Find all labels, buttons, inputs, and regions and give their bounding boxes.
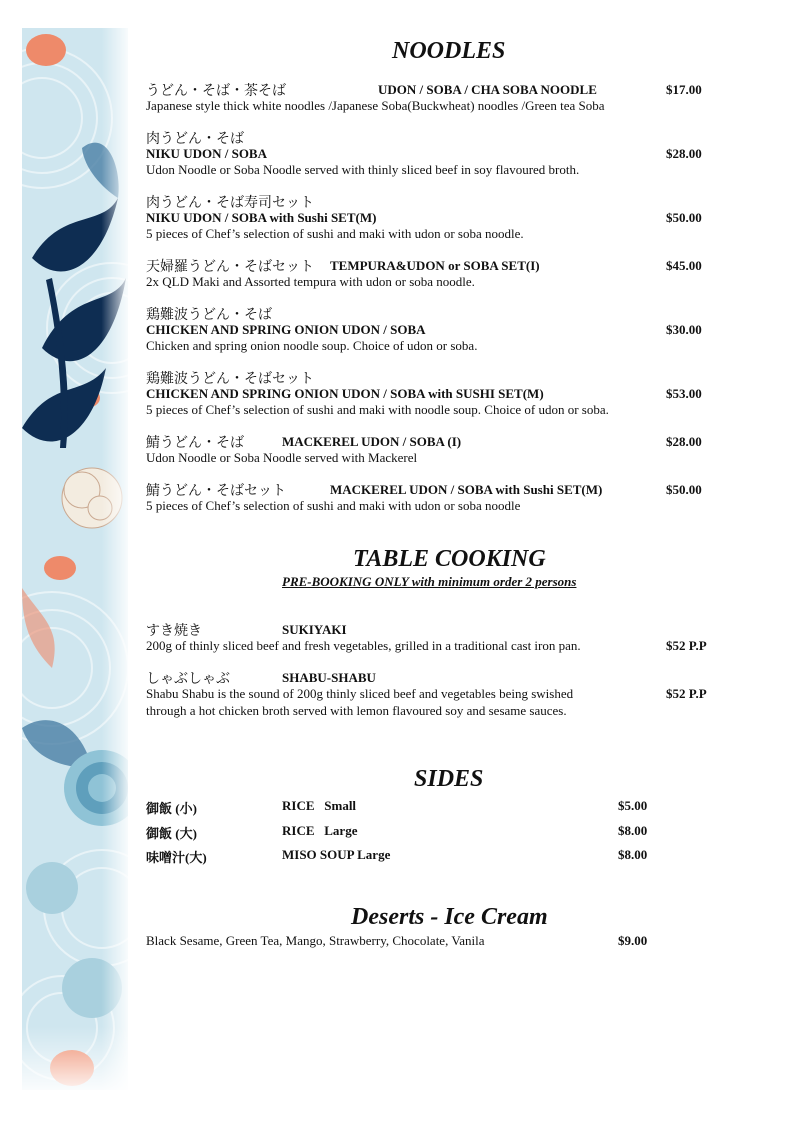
item-name-en: RICE Large: [282, 823, 358, 838]
item-description: 5 pieces of Chef’s selection of sushi and maki with udon or soba noodle.: [146, 226, 524, 241]
item-name-jp: 天婦羅うどん・そばセット: [146, 260, 314, 275]
item-price: $5.00: [618, 798, 648, 813]
item-name-jp: 味噌汁(大): [146, 850, 207, 865]
item-name-jp: 御飯 (小): [146, 801, 197, 816]
item-name-en: RICE Small: [282, 798, 357, 813]
item-description: 5 pieces of Chef’s selection of sushi and maki with udon or soba noodle: [146, 498, 521, 513]
section-title-sides: SIDES: [414, 766, 484, 792]
item-price: $45.00: [666, 258, 702, 273]
item-description: Japanese style thick white noodles /Japanese Soba(Buckwheat) noodles /Green tea Soba: [146, 98, 605, 113]
item-description-line-2: through a hot chicken broth served with lemon flavoured soy and sesame sauces.: [146, 703, 567, 718]
item-name-jp: しゃぶしゃぶ: [146, 672, 230, 687]
item-price: $53.00: [666, 386, 702, 401]
item-name-jp: すき焼き: [146, 624, 202, 639]
item-name-en: TEMPURA&UDON or SOBA SET(I): [330, 258, 540, 273]
item-name-en: MACKEREL UDON / SOBA (I): [282, 434, 462, 449]
item-description: 2x QLD Maki and Assorted tempura with udon or soba noodle.: [146, 274, 475, 289]
item-name-en: CHICKEN AND SPRING ONION UDON / SOBA: [146, 322, 426, 337]
section-title-desserts: Deserts - Ice Cream: [351, 904, 548, 930]
section-title-table-cooking: TABLE COOKING: [353, 546, 546, 572]
section-subtitle: PRE-BOOKING ONLY with minimum order 2 persons: [282, 574, 577, 589]
item-name-jp: うどん・そば・茶そば: [146, 84, 286, 99]
item-name-jp: 鯖うどん・そばセット: [146, 484, 286, 499]
item-description: 5 pieces of Chef’s selection of sushi and maki with noodle soup. Choice of udon or soba.: [146, 402, 609, 417]
item-price: $50.00: [666, 210, 702, 225]
item-price: $8.00: [618, 823, 648, 838]
item-price: $28.00: [666, 146, 702, 161]
item-name-en: CHICKEN AND SPRING ONION UDON / SOBA with SUSHI SET(M): [146, 386, 544, 401]
item-name-jp: 鯖うどん・そば: [146, 436, 244, 451]
item-description: Chicken and spring onion noodle soup. Choice of udon or soba.: [146, 338, 478, 353]
item-name-en: SUKIYAKI: [282, 622, 347, 637]
item-name-en: SHABU-SHABU: [282, 670, 376, 685]
item-price: $52 P.P: [666, 686, 707, 701]
item-name-en: UDON / SOBA / CHA SOBA NOODLE: [378, 82, 597, 97]
item-name-jp: 肉うどん・そば: [146, 132, 244, 147]
item-description: 200g of thinly sliced beef and fresh vegetables, grilled in a traditional cast iron pan.: [146, 638, 581, 653]
item-description-line-1: Shabu Shabu is the sound of 200g thinly sliced beef and vegetables being swished: [146, 686, 574, 701]
item-name-jp: 御飯 (大): [146, 826, 197, 841]
section-title-noodles: NOODLES: [392, 38, 506, 64]
item-price: $17.00: [666, 82, 702, 97]
item-name-en: NIKU UDON / SOBA with Sushi SET(M): [146, 210, 377, 225]
item-price: $52 P.P: [666, 638, 707, 653]
floral-pattern-icon: [22, 28, 128, 1090]
item-description: Black Sesame, Green Tea, Mango, Strawberry, Chocolate, Vanila: [146, 933, 485, 948]
item-name-en: MACKEREL UDON / SOBA with Sushi SET(M): [330, 482, 603, 497]
item-price: $8.00: [618, 847, 648, 862]
item-name-jp: 鶏難波うどん・そば: [146, 308, 272, 323]
item-price: $50.00: [666, 482, 702, 497]
item-price: $28.00: [666, 434, 702, 449]
decorative-floral-banner: [22, 28, 128, 1090]
item-description: Udon Noodle or Soba Noodle served with Mackerel: [146, 450, 418, 465]
item-name-jp: 肉うどん・そば寿司セット: [146, 196, 314, 211]
item-price: $30.00: [666, 322, 702, 337]
item-name-en: NIKU UDON / SOBA: [146, 146, 267, 161]
item-name-jp: 鶏難波うどん・そばセット: [146, 372, 314, 387]
item-name-en: MISO SOUP Large: [282, 847, 391, 862]
item-description: Udon Noodle or Soba Noodle served with thinly sliced beef in soy flavoured broth.: [146, 162, 580, 177]
item-price: $9.00: [618, 933, 648, 948]
